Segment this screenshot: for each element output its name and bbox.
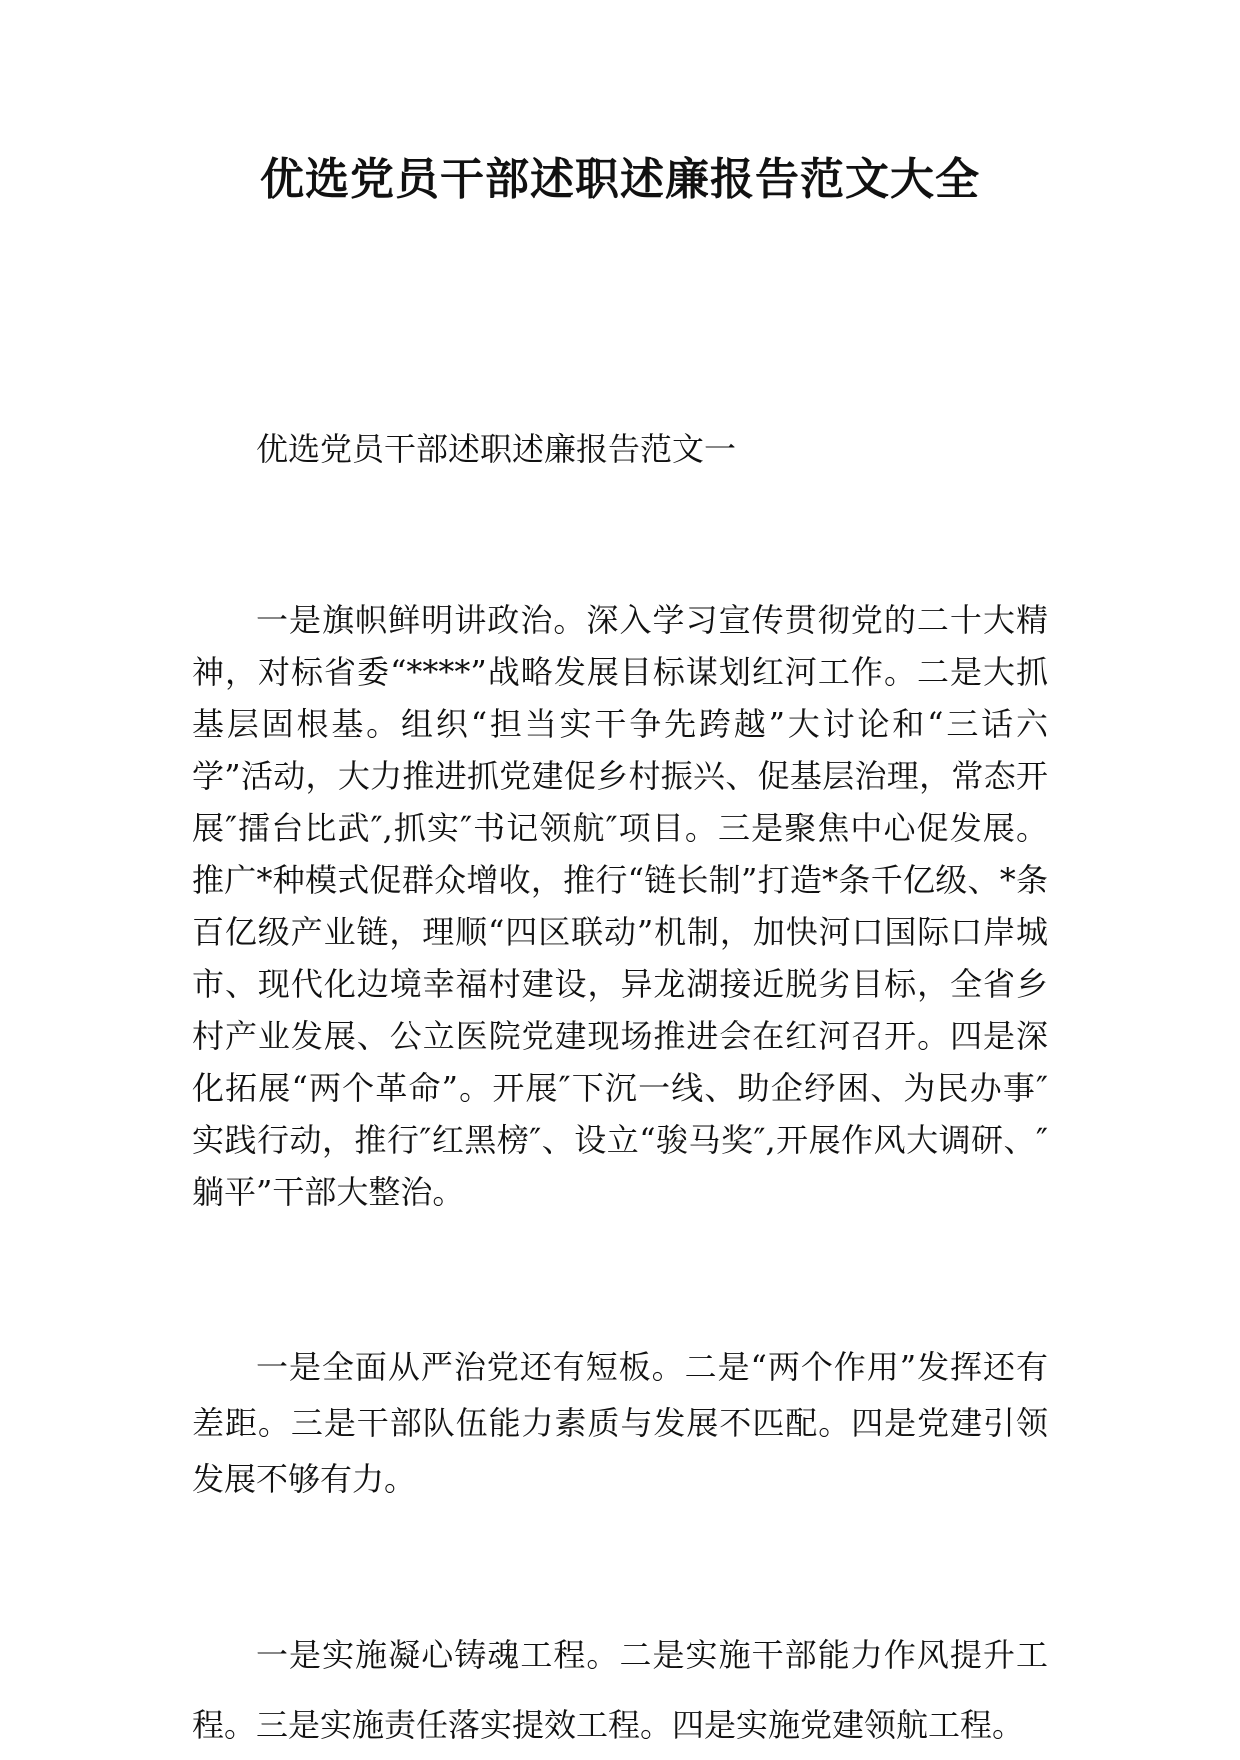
paragraph-measures: 一是实施凝心铸魂工程。二是实施干部能力作风提升工程。三是实施责任落实提效工程。四是实施党建领航工程。 [192,1636,1048,1744]
document-subtitle: 优选党员干部述职述廉报告范文一 [256,430,737,468]
document-title: 优选党员干部述职述廉报告范文大全 [260,154,980,205]
paragraph-achievements: 一是旗帜鲜明讲政治。深入学习宣传贯彻党的二十大精神，对标省委“****”战略发展目标谋划红河工作。二是大抓基层固根基。组织“担当实干争先跨越”大讨论和“三话六学”活动，大力推进抓党建促乡村振兴、促基层治理，常态开展″擂台比武″,抓实″书记领航″项目。三是聚焦中心促发展。推广*种模式促群众增收，推行“链长制”打造*条千亿级、*条百亿级产业链，理顺“四区联动”机制，加快河口国际口岸城市、现代化边境幸福村建设，异龙湖接近脱劣目标，全省乡村产业发展、公立医院党建现场推进会在红河召开。四是深化拓展“两个革命”。开展″下沉一线、助企纾困、为民办事″实践行动，推行″红黑榜″、设立“骏马奖″,开展作风大调研、″躺平”干部大整治。 [192,601,1048,1211]
paragraph-shortcomings: 一是全面从严治党还有短板。二是“两个作用”发挥还有差距。三是干部队伍能力素质与发展不匹配。四是党建引领发展不够有力。 [192,1348,1048,1498]
